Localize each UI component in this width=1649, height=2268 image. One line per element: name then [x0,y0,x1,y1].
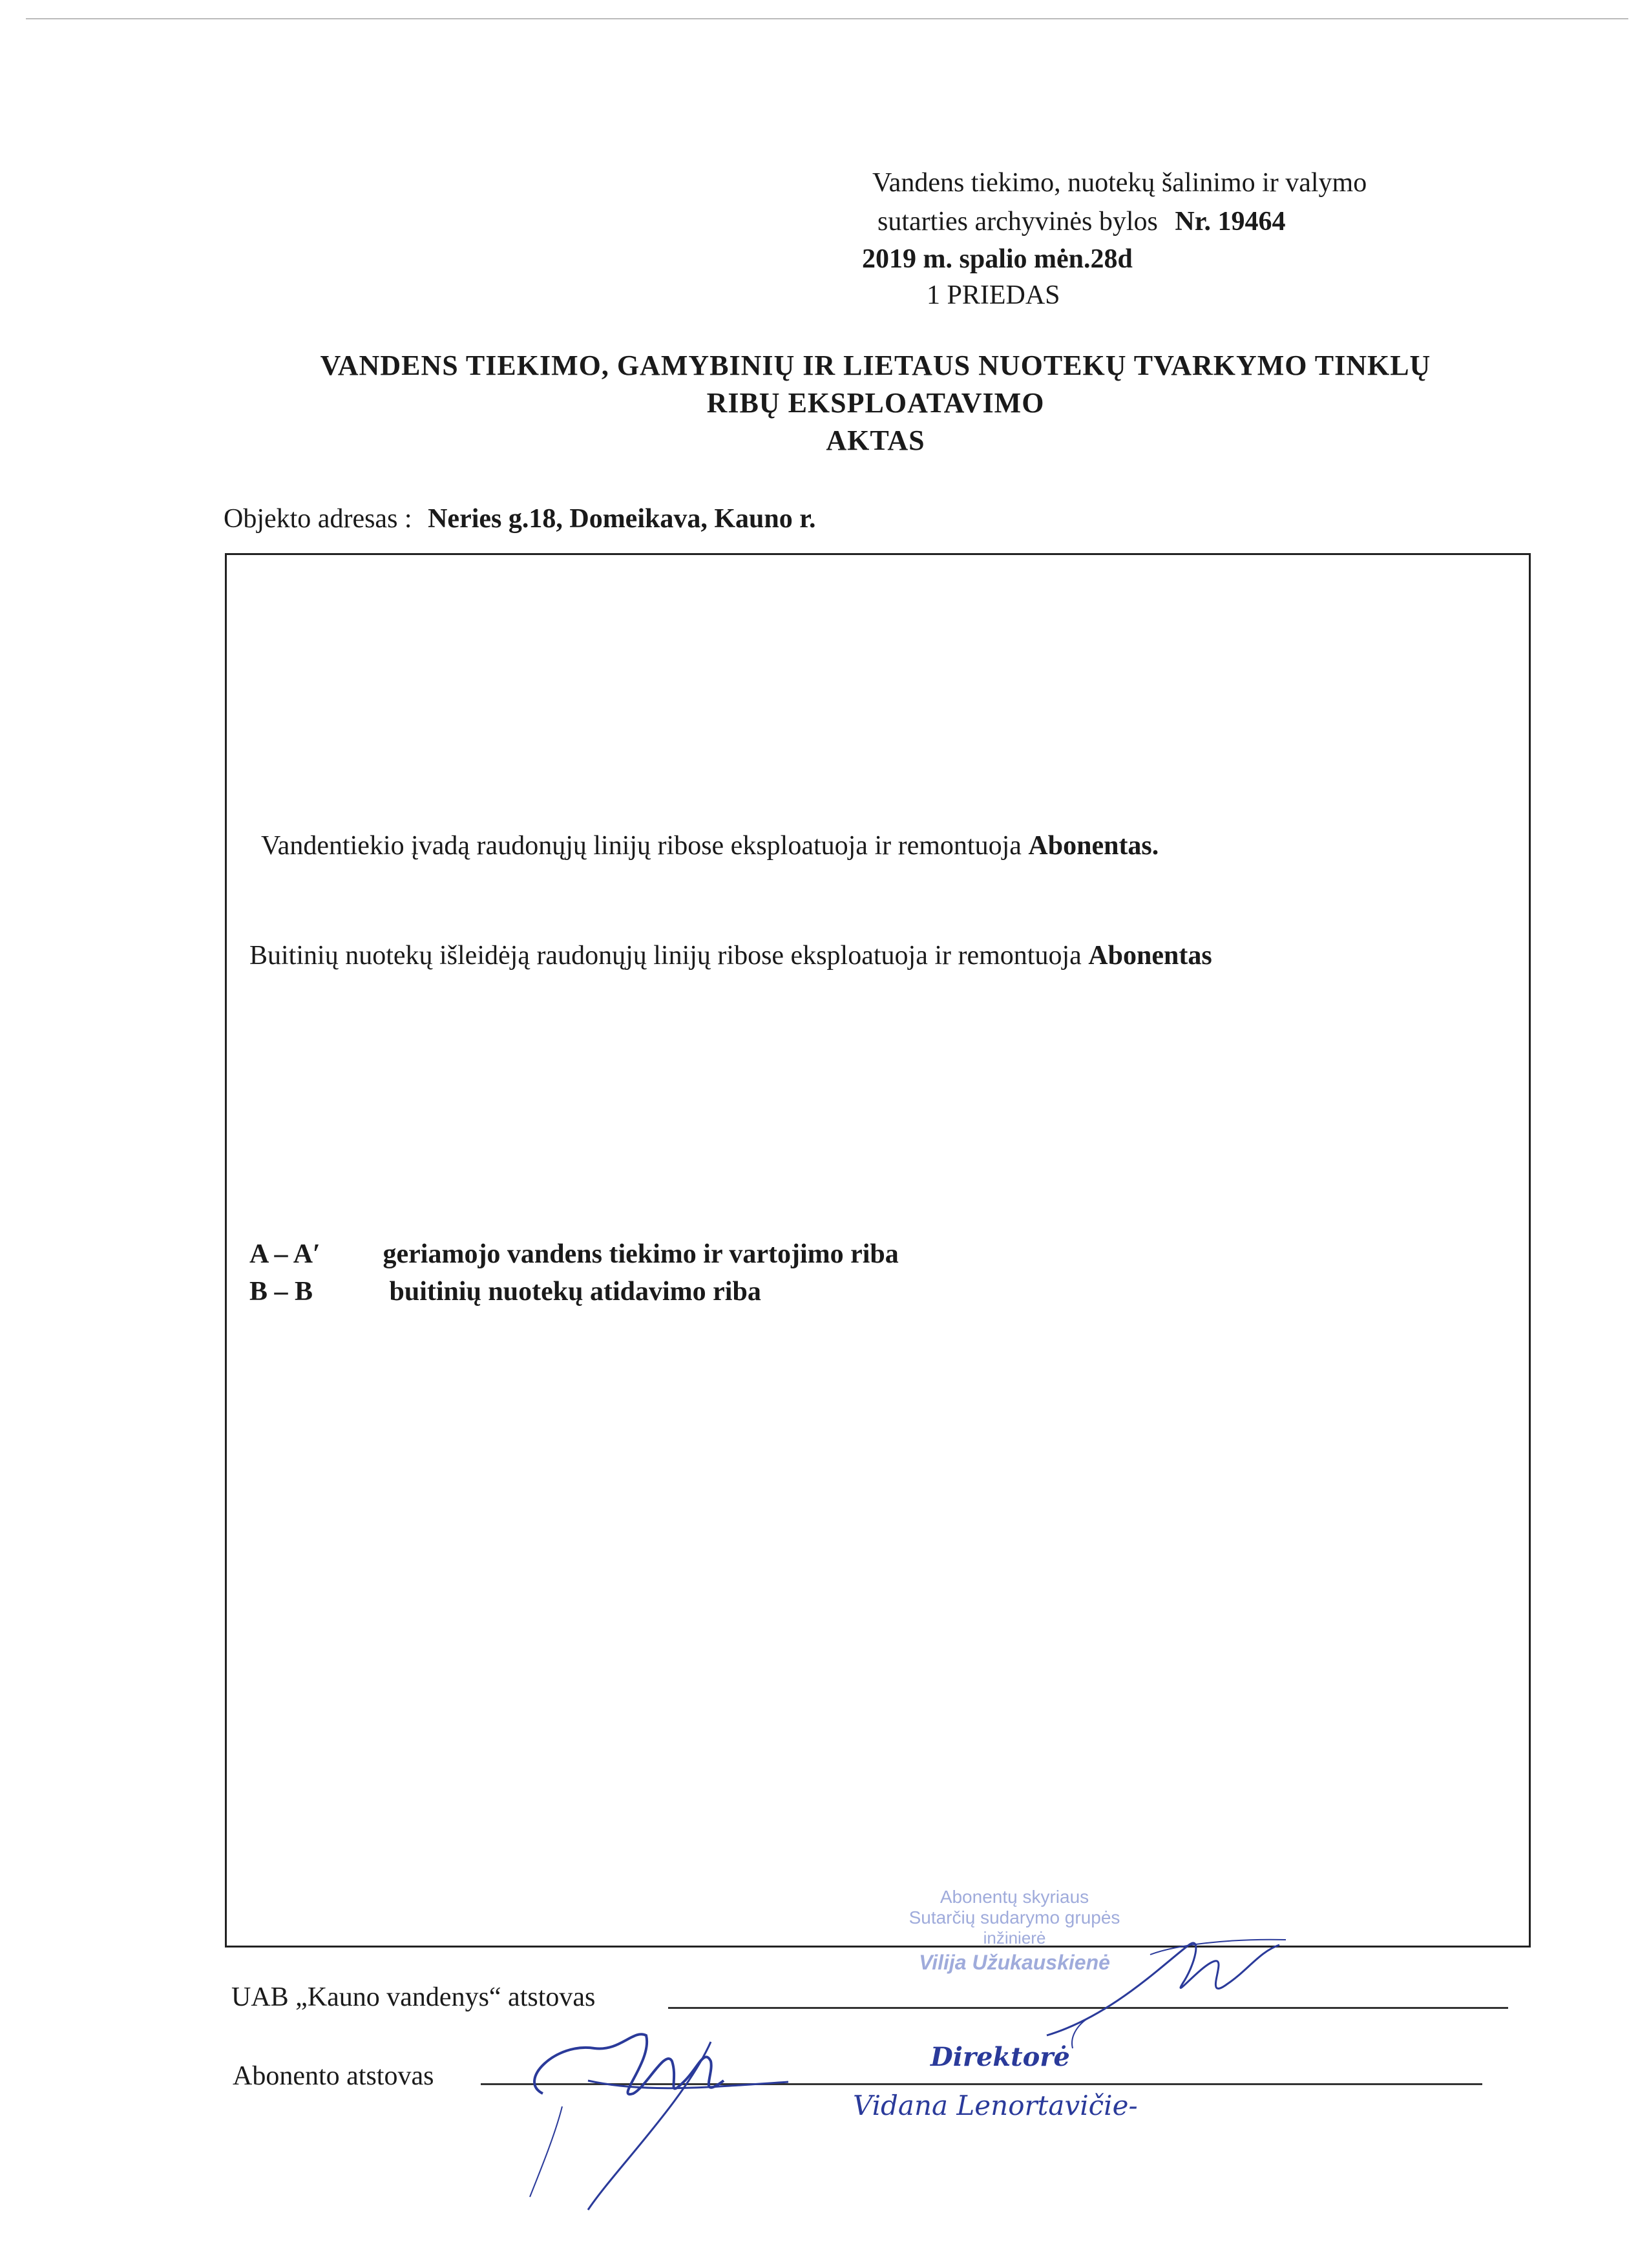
stamp-line: Abonentų skyriaus [940,1887,1089,1907]
water-text: Vandentiekio įvadą raudonųjų linijų ribose eksploatuoja ir remontuoja [261,831,1022,861]
water-responsibility-text [261,830,1159,862]
legend-code: B – B [249,1277,313,1307]
header-date: 2019 m. spalio mėn.28d [862,244,1133,274]
doc-title-line-3: AKTAS [826,425,925,456]
header-line-1: Vandens tiekimo, nuotekų šalinimo ir valymo [872,168,1367,198]
address-value: Neries g.18, Domeikava, Kauno r. [428,504,816,534]
legend-desc: geriamojo vandens tiekimo ir vartojimo riba [383,1239,899,1269]
header-archive-text: sutarties archyvinės bylos [877,207,1158,236]
stamp-line: Vilija Užukauskienė [919,1951,1110,1974]
header-line-2 [877,205,1286,238]
stamp-line: inžinierė [983,1928,1046,1948]
sewage-text: Buitinių nuotekų išleidėją raudonųjų linijų ribose eksploatuoja ir remontuoja [249,941,1082,971]
scan-top-line [26,18,1628,19]
object-address [224,503,816,535]
legend-item [249,1238,899,1270]
stamp-line: Sutarčių sudarymo grupės [909,1907,1120,1927]
subscriber-signature-icon [517,2022,801,2216]
water-responsible: Abonentas. [1028,831,1159,861]
doc-title-line-2: RIBŲ EKSPLOATAVIMO [706,387,1045,419]
utility-signature-icon [1034,1926,1292,2055]
utility-rep-label: UAB „Kauno vandenys“ atstovas [231,1982,596,2012]
address-label: Objekto adresas : [224,504,412,534]
legend-code: A – A′ [249,1239,320,1269]
subscriber-rep-label: Abonento atstovas [233,2061,434,2091]
sewage-responsible: Abonentas [1088,941,1212,971]
legend-desc: buitinių nuotekų atidavimo riba [389,1277,761,1307]
sewage-responsibility-text [249,940,1212,972]
header-annex: 1 PRIEDAS [927,280,1060,310]
signer-title-handwritten: Direktorė [930,2042,1070,2072]
signer-name-handwritten: Vidana Lenortavičie- [853,2090,1138,2121]
doc-title-line-1: VANDENS TIEKIMO, GAMYBINIŲ IR LIETAUS NUOTEKŲ TVARKYMO TINKLŲ [320,350,1431,381]
header-archive-number: Nr. 19464 [1175,207,1286,236]
legend-item [249,1276,761,1308]
